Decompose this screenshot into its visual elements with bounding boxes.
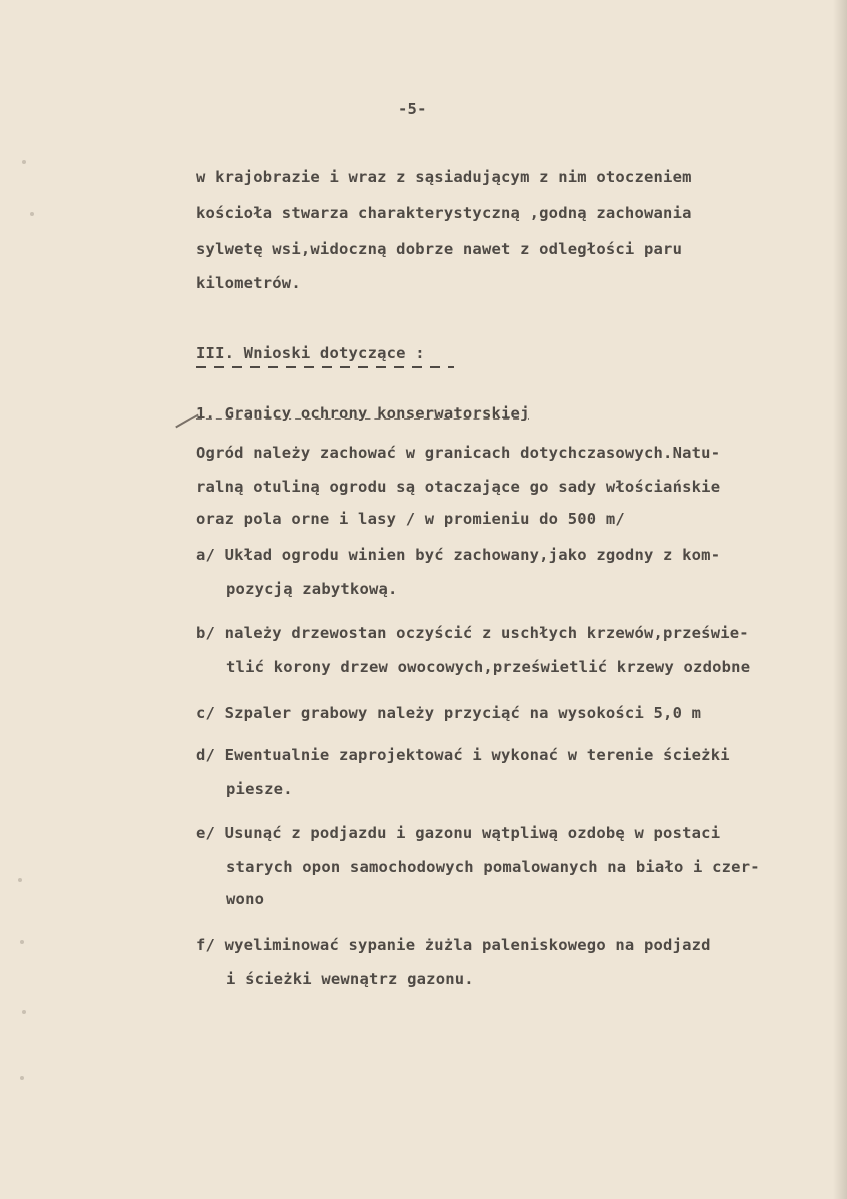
punch-hole-mark: [22, 160, 26, 164]
list-item-a-continuation: pozycją zabytkową.: [226, 580, 398, 598]
list-item-e: e/ Usunąć z podjazdu i gazonu wątpliwą ozdobę w postaci: [196, 824, 721, 842]
list-item-b: b/ należy drzewostan oczyścić z uschłych krzewów,prześwie-: [196, 624, 749, 642]
punch-hole-mark: [18, 878, 22, 882]
intro-line: w krajobrazie i wraz z sąsiadującym z nim otoczeniem: [196, 168, 692, 186]
intro-line: sylwetę wsi,widoczną dobrze nawet z odległości paru: [196, 240, 683, 258]
punch-hole-mark: [20, 1076, 24, 1080]
list-item-d-continuation: piesze.: [226, 780, 293, 798]
list-item-a: a/ Układ ogrodu winien być zachowany,jako zgodny z kom-: [196, 546, 721, 564]
paragraph-line: Ogród należy zachować w granicach dotychczasowych.Natu-: [196, 444, 721, 462]
subsection-heading: 1. Granicy ochrony konserwatorskiej: [196, 404, 530, 422]
list-item-c: c/ Szpaler grabowy należy przyciąć na wysokości 5,0 m: [196, 704, 702, 722]
page-edge-shadow: [833, 0, 847, 1199]
punch-hole-mark: [20, 940, 24, 944]
page-number: -5-: [398, 100, 427, 118]
paragraph-line: ralną otuliną ogrodu są otaczające go sady włościańskie: [196, 478, 721, 496]
list-item-f-continuation: i ścieżki wewnątrz gazonu.: [226, 970, 474, 988]
punch-hole-mark: [22, 1010, 26, 1014]
paragraph-line: oraz pola orne i lasy / w promieniu do 500 m/: [196, 510, 625, 528]
section-heading: III. Wnioski dotyczące :: [196, 344, 425, 362]
list-item-b-continuation: tlić korony drzew owocowych,prześwietlić krzewy ozdobne: [226, 658, 751, 676]
punch-hole-mark: [30, 212, 34, 216]
section-heading-underline: [196, 366, 454, 368]
intro-line: kilometrów.: [196, 274, 301, 292]
intro-line: kościoła stwarza charakterystyczną ,godną zachowania: [196, 204, 692, 222]
list-item-e-continuation: wono: [226, 890, 265, 908]
list-item-f: f/ wyeliminować sypanie żużla paleniskowego na podjazd: [196, 936, 711, 954]
list-item-e-continuation: starych opon samochodowych pomalowanych na biało i czer-: [226, 858, 760, 876]
list-item-d: d/ Ewentualnie zaprojektować i wykonać w terenie ścieżki: [196, 746, 730, 764]
